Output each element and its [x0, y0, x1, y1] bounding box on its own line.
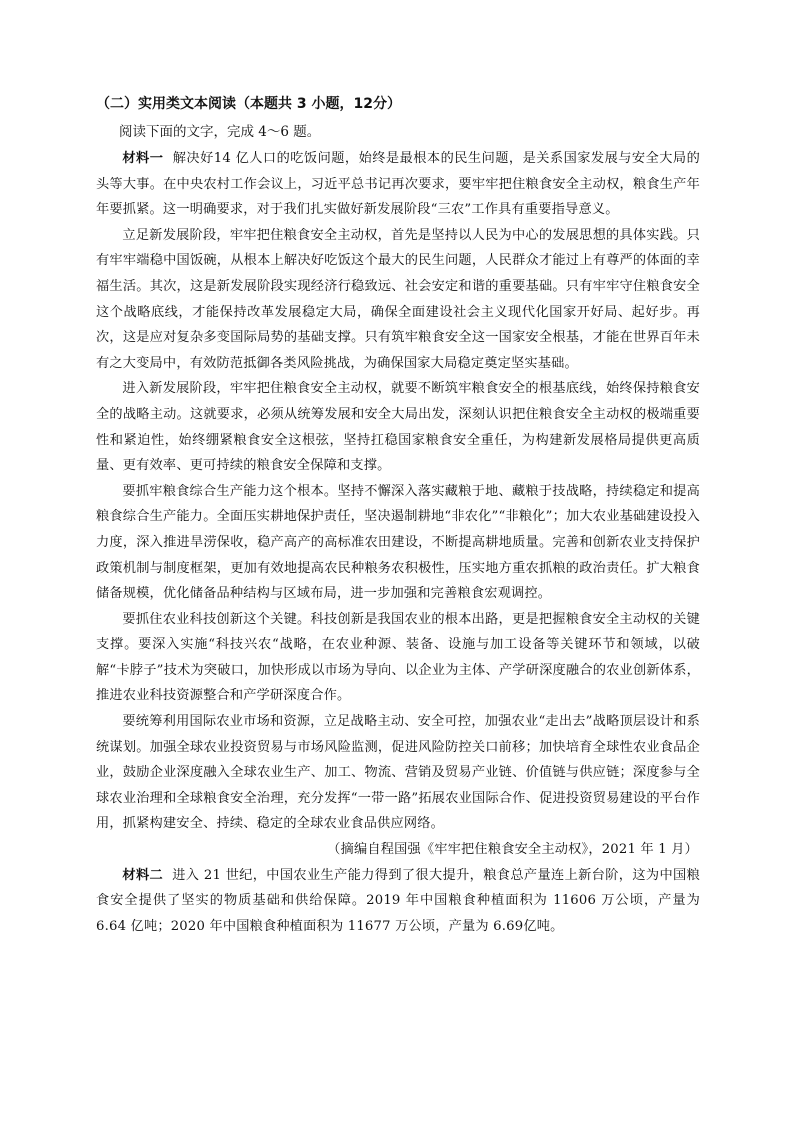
material2-paragraph-1 [96, 863, 700, 940]
material1-label: 材料一 [122, 151, 164, 166]
material1-paragraph-1 [96, 146, 700, 223]
material1-paragraph-6: 要统筹利用国际农业市场和资源，立足战略主动、安全可控，加强农业“走出去”战略顶层设计和系统谋划。加强全球农业投资贸易与市场风险监测，促进风险防控关口前移；加快培育全球性农业食品企业，鼓励企业深度融入全球农业生产、加工、物流、营销及贸易产业链、价值链与供应链；深度参与全球农业治理和全球粮食安全治理，充分发挥“一带一路”拓展农业国际合作、促进投资贸易建设的平台作用，抓紧构建安全、持续、稳定的全球农业食品供应网络。 [96, 714, 700, 832]
paragraph-text: 解决好14 亿人口的吃饭问题，始终是最根本的民生问题，是关系国家发展与安全大局的头等大事。在中央农村工作会议上，习近平总书记再次要求，要牢牢把住粮食安全主动权，粮食生产年年要抓紧。这一明确要求，对于我们扎实做好新发展阶段“三农”工作具有重要指导意义。 [96, 151, 700, 218]
material1-paragraph-4: 要抓牢粮食综合生产能力这个根本。坚持不懈深入落实藏粮于地、藏粮于技战略，持续稳定和提高粮食综合生产能力。全面压实耕地保护责任，坚决遏制耕地“非农化”“非粮化”；加大农业基础建设投入力度，深入推进旱涝保收，稳产高产的高标准农田建设，不断提高耕地质量。完善和创新农业支持保护政策机制与制度框架，更加有效地提高农民种粮务农积极性，压实地方重农抓粮的政治责任。扩大粮食储备规模，优化储备品种结构与区域布局，进一步加强和完善粮食宏观调控。 [96, 483, 700, 602]
paragraph-text: 进入 21 世纪，中国农业生产能力得到了很大提升，粮食总产量连上新台阶，这为中国粮食安全提供了坚实的物质基础和供给保障。2019 年中国粮食种植面积为 11606 万公顷，产量为 6.64 亿吨；2020 年中国粮食种植面积为 11677 万公顷，产量为 6.69亿吨。 [96, 867, 700, 934]
reading-passage [96, 146, 700, 939]
material1-paragraph-3: 进入新发展阶段，牢牢把住粮食安全主动权，就要不断筑牢粮食安全的根基底线，始终保持粮食安全的战略主动。这就要求，必须从统筹发展和安全大局出发，深刻认识把住粮食安全主动权的极端重要性和紧迫性，始终绷紧粮食安全这根弦，坚持扛稳国家粮食安全重任，为构建新发展格局提供更高质量、更有效率、更可持续的粮食安全保障和支撑。 [96, 381, 700, 474]
material1-paragraph-5: 要抓住农业科技创新这个关键。科技创新是我国农业的根本出路，更是把握粮食安全主动权的关键支撑。要深入实施“科技兴农“战略，在农业种源、装备、设施与加工设备等关键环节和领域，以破解“卡脖子”技术为突破口，加快形成以市场为导向、以企业为主体、产学研深度融合的农业创新体系，推进农业科技资源整合和产学研深度合作。 [96, 611, 700, 704]
reading-instruction: 阅读下面的文字，完成 4～6 题。 [119, 124, 321, 140]
material1-source: （摘编自程国强《牢牢把住粮食安全主动权》，2021 年 1 月） [327, 842, 698, 858]
material1-paragraph-2: 立足新发展阶段，牢牢把住粮食安全主动权，首先是坚持以人民为中心的发展思想的具体实践。只有牢牢端稳中国饭碗，从根本上解决好吃饭这个最大的民生问题，人民群众才能过上有尊严的体面的幸福生活。其次，这是新发展阶段实现经济行稳致远、社会安定和谐的重要基础。只有牢牢守住粮食安全这个战略底线，才能保持改革发展稳定大局，确保全面建设社会主义现代化国家开好局、起好步。再次，这是应对复杂多变国际局势的基础支撑。只有筑牢粮食安全这一国家安全根基，才能在世界百年未有之大变局中，有效防范抵御各类风险挑战，为确保国家大局稳定奠定坚实基础。 [96, 227, 700, 371]
material2-label: 材料二 [122, 867, 164, 883]
section-heading: （二）实用类文本阅读（本题共 3 小题，12分） [96, 96, 401, 112]
